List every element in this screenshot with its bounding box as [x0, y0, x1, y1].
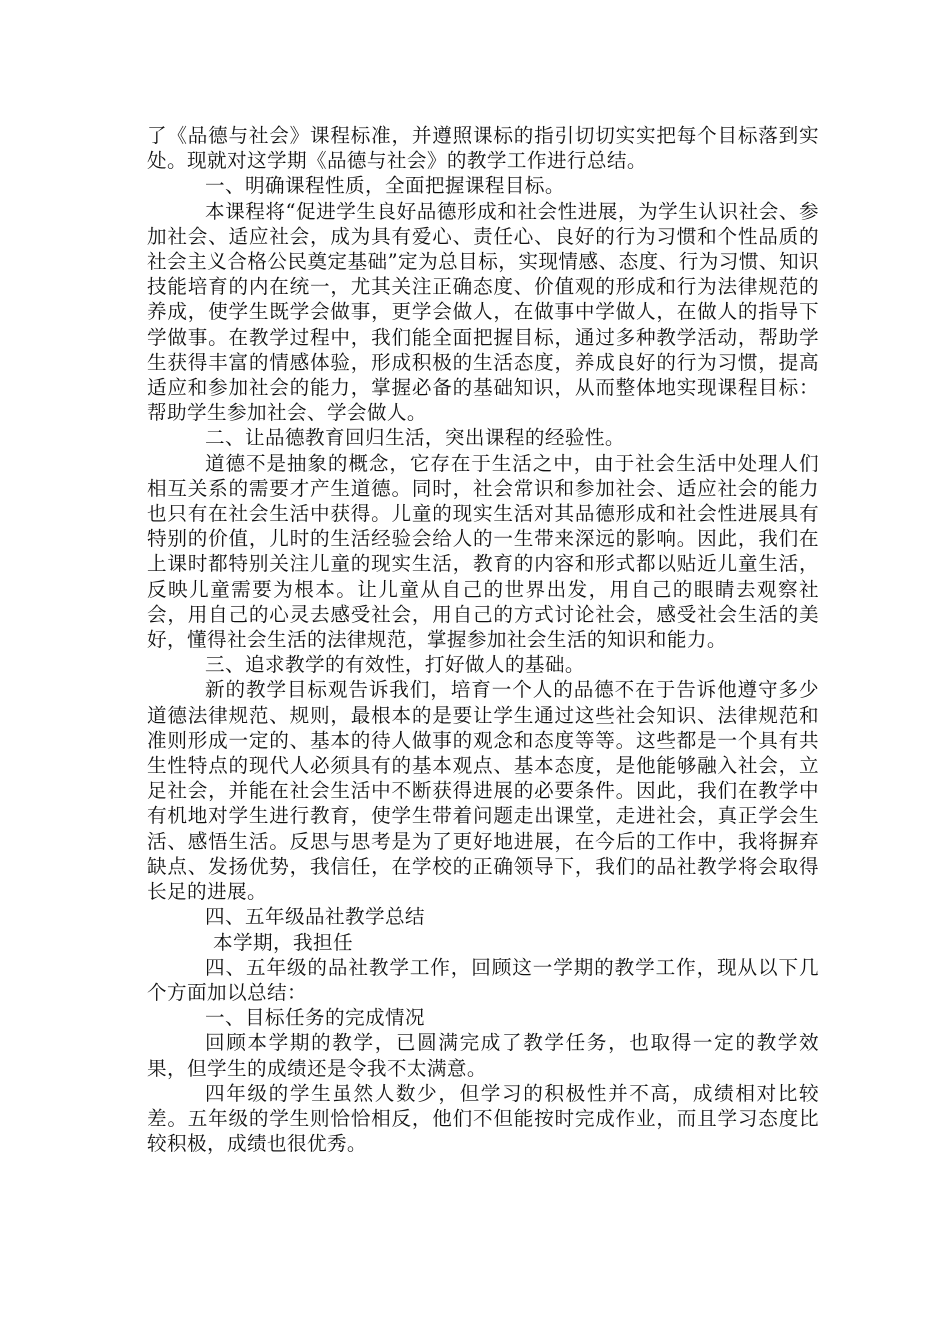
heading-section-1: 一、明确课程性质，全面把握课程目标。	[205, 174, 565, 198]
paragraph-section-3: 新的教学目标观告诉我们，培育一个人的品德不在于告诉他遵守多少道德法律规范、规则，最根本的是要让学生通过这些社会知识、法律规范和准则形成一定的、基本的待人做事的观念和态度等等。这些都是一个具有共生性特点的现代人必须具有的基本观点、基本态度，是他能够融入社会，立足社会，并能在社会生活中不断获得进展的必要条件。因此，我们在教学中有机地对学生进行教育，使学生带着问题走出课堂，走进社会，真正学会生活、感悟生活。反思与思考是为了更好地进展，在今后的工作中，我将摒弃缺点、发扬优势，我信任，在学校的正确领导下，我们的品社教学将会取得长足的进展。	[147, 678, 819, 904]
paragraph-intro-continuation: 了《品德与社会》课程标准，并遵照课标的指引切切实实把每个目标落到实处。现就对这学期《品德与社会》的教学工作进行总结。	[147, 124, 819, 173]
heading-summary-title: 四、五年级品社教学总结	[205, 905, 425, 929]
paragraph-summary-intro: 本学期，我担任	[213, 930, 353, 954]
document-body	[147, 123, 819, 1156]
heading-section-2: 二、让品德教育回归生活，突出课程的经验性。	[205, 426, 625, 450]
paragraph-section-1: 本课程将“促进学生良好品德形成和社会性进展，为学生认识社会、参加社会、适应社会，成为具有爱心、责任心、良好的行为习惯和个性品质的社会主义合格公民奠定基础”定为总目标，实现情感、态度、行为习惯、知识技能培育的内在统一，尤其关注正确态度、价值观的形成和行为法律规范的养成，使学生既学会做事，更学会做人，在做事中学做人，在做人的指导下学做事。在教学过程中，我们能全面把握目标，通过多种教学活动，帮助学生获得丰富的情感体验，形成积极的生活态度，养成良好的行为习惯，提高适应和参加社会的能力，掌握必备的基础知识，从而整体地实现课程目标：帮助学生参加社会、学会做人。	[147, 199, 819, 425]
paragraph-section-2: 道德不是抽象的概念，它存在于生活之中，由于社会生活中处理人们相互关系的需要才产生道德。同时，社会常识和参加社会、适应社会的能力也只有在社会生活中获得。儿童的现实生活对其品德形成和社会性进展具有特别的价值，儿时的生活经验会给人的一生带来深远的影响。因此，我们在上课时都特别关注儿童的现实生活，教育的内容和形式都以贴近儿童生活，反映儿童需要为根本。让儿童从自己的世界出发，用自己的眼睛去观察社会，用自己的心灵去感受社会，用自己的方式讨论社会，感受社会生活的美好，懂得社会生活的法律规范，掌握参加社会生活的知识和能力。	[147, 451, 819, 652]
heading-section-3: 三、追求教学的有效性，打好做人的基础。	[205, 653, 585, 677]
paragraph-summary-scope: 四、五年级的品社教学工作，回顾这一学期的教学工作，现从以下几个方面加以总结：	[147, 955, 819, 1004]
heading-goal-completion: 一、目标任务的完成情况	[205, 1006, 425, 1030]
paragraph-goal-review: 回顾本学期的教学，已圆满完成了教学任务，也取得一定的教学效果，但学生的成绩还是令我不太满意。	[147, 1031, 819, 1080]
paragraph-student-comparison: 四年级的学生虽然人数少，但学习的积极性并不高，成绩相对比较差。五年级的学生则恰恰相反，他们不但能按时完成作业，而且学习态度比较积极，成绩也很优秀。	[147, 1081, 819, 1156]
